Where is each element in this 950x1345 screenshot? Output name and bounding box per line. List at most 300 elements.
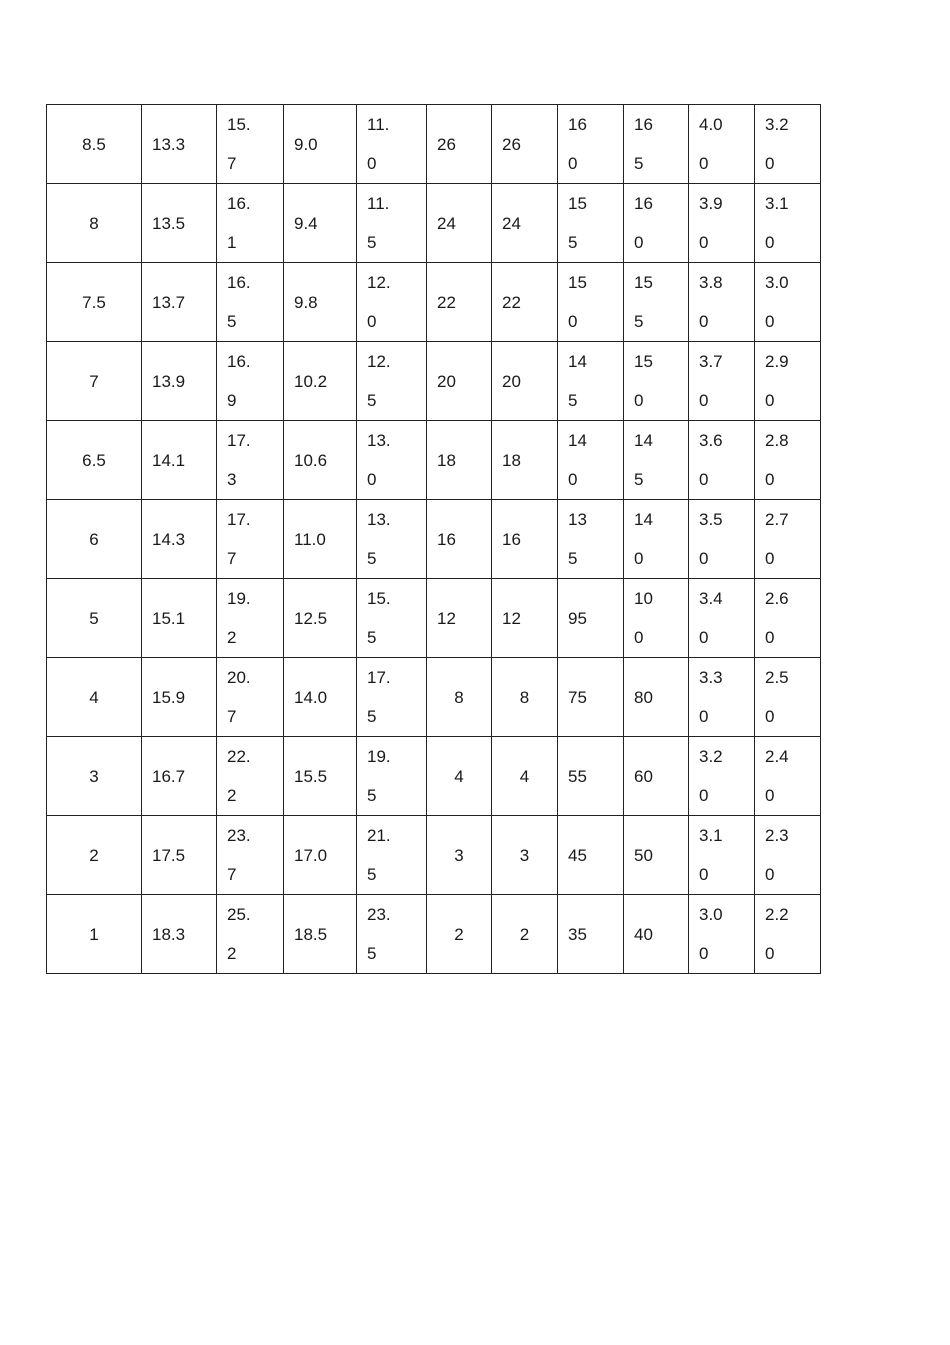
cell-line-top: 12.: [367, 352, 391, 371]
cell-line-bottom: 0: [699, 312, 709, 331]
cell-value: 14.3: [152, 529, 186, 549]
table-cell: [755, 342, 821, 421]
cell-line-top: 23.: [227, 826, 251, 845]
table-cell: [427, 658, 492, 737]
row-label-cell: [47, 184, 142, 263]
cell-line-bottom: 0: [699, 944, 709, 963]
cell-value: 75: [568, 687, 587, 707]
table-cell: [689, 895, 755, 974]
table-cell: [284, 658, 357, 737]
table-cell: [558, 500, 624, 579]
cell-line-bottom: 0: [699, 628, 709, 647]
cell-line-bottom: 0: [634, 549, 644, 568]
table-cell: [284, 105, 357, 184]
cell-line-top: 15: [634, 352, 653, 371]
table-cell: [492, 342, 558, 421]
cell-line-top: 11.: [367, 194, 390, 213]
cell-value: 18.3: [152, 924, 186, 944]
cell-line-top: 2.3: [765, 826, 789, 845]
table-cell: [558, 816, 624, 895]
cell-value: 24: [437, 213, 456, 233]
table-cell: [558, 895, 624, 974]
table-row: [47, 105, 821, 184]
cell-value: 17.0: [294, 845, 328, 865]
table-cell: [624, 658, 689, 737]
table-cell: [142, 421, 217, 500]
cell-line-top: 22.: [227, 747, 251, 766]
cell-line-bottom: 5: [568, 549, 578, 568]
cell-value: 15.5: [294, 766, 328, 786]
cell-line-bottom: 7: [227, 865, 237, 884]
cell-line-bottom: 0: [699, 707, 709, 726]
table-cell: [558, 658, 624, 737]
table-cell: [624, 342, 689, 421]
cell-line-bottom: 0: [634, 391, 644, 410]
table-cell: [142, 500, 217, 579]
table-cell: [755, 421, 821, 500]
cell-value: 8: [519, 687, 530, 707]
table-cell: [558, 737, 624, 816]
table-cell: [492, 737, 558, 816]
table-cell: [427, 500, 492, 579]
cell-value: 9.4: [294, 213, 318, 233]
cell-line-bottom: 0: [699, 154, 709, 173]
cell-value: 45: [568, 845, 587, 865]
table-cell: [624, 421, 689, 500]
cell-value: 4: [519, 766, 530, 786]
cell-value: 13.7: [152, 292, 186, 312]
table-cell: [492, 184, 558, 263]
cell-line-bottom: 5: [367, 786, 377, 805]
table-cell: [357, 342, 427, 421]
cell-line-bottom: 2: [227, 786, 237, 805]
cell-line-top: 16: [568, 115, 587, 134]
cell-value: 55: [568, 766, 587, 786]
cell-value: 2: [519, 924, 530, 944]
cell-value: 13.5: [152, 213, 186, 233]
cell-line-bottom: 5: [227, 312, 237, 331]
table-cell: [217, 263, 284, 342]
table-cell: [689, 658, 755, 737]
table-row: [47, 263, 821, 342]
cell-line-top: 17.: [227, 510, 251, 529]
row-label-cell: [47, 421, 142, 500]
table-cell: [217, 816, 284, 895]
cell-value: 16: [502, 529, 521, 549]
cell-value: 8.5: [82, 134, 106, 154]
table-row: [47, 421, 821, 500]
cell-line-top: 3.0: [765, 273, 789, 292]
table-cell: [427, 579, 492, 658]
cell-value: 16.7: [152, 766, 186, 786]
table-cell: [142, 184, 217, 263]
cell-line-bottom: 0: [367, 154, 377, 173]
table-cell: [142, 342, 217, 421]
table-cell: [624, 184, 689, 263]
cell-line-top: 13.: [367, 510, 391, 529]
cell-value: 17.5: [152, 845, 186, 865]
cell-line-bottom: 5: [367, 549, 377, 568]
cell-line-top: 15.: [367, 589, 391, 608]
table-cell: [427, 895, 492, 974]
table-cell: [142, 816, 217, 895]
table-cell: [217, 895, 284, 974]
cell-value: 40: [634, 924, 653, 944]
cell-value: 22: [502, 292, 521, 312]
cell-line-top: 3.5: [699, 510, 723, 529]
cell-line-top: 2.4: [765, 747, 789, 766]
cell-line-bottom: 0: [568, 312, 578, 331]
cell-line-top: 3.9: [699, 194, 723, 213]
cell-line-top: 20.: [227, 668, 251, 687]
table-cell: [217, 658, 284, 737]
row-label-cell: [47, 658, 142, 737]
cell-line-bottom: 0: [699, 865, 709, 884]
cell-line-bottom: 2: [227, 944, 237, 963]
table-cell: [427, 184, 492, 263]
table-cell: [689, 263, 755, 342]
table-cell: [142, 895, 217, 974]
cell-value: 60: [634, 766, 653, 786]
cell-line-bottom: 5: [367, 391, 377, 410]
cell-value: 6.5: [82, 450, 106, 470]
cell-line-bottom: 0: [699, 233, 709, 252]
table-cell: [624, 737, 689, 816]
cell-value: 3: [89, 766, 99, 786]
cell-value: 6: [89, 529, 99, 549]
cell-value: 2: [454, 924, 464, 944]
cell-value: 4: [89, 687, 99, 707]
cell-line-top: 13.: [367, 431, 391, 450]
cell-line-top: 15: [634, 273, 653, 292]
cell-line-bottom: 0: [765, 786, 775, 805]
table-cell: [142, 737, 217, 816]
table-cell: [284, 263, 357, 342]
cell-line-bottom: 5: [367, 865, 377, 884]
row-label-cell: [47, 895, 142, 974]
cell-line-top: 16: [634, 115, 653, 134]
cell-value: 18.5: [294, 924, 328, 944]
table-cell: [689, 500, 755, 579]
cell-line-top: 3.1: [699, 826, 723, 845]
table-cell: [624, 895, 689, 974]
cell-line-bottom: 5: [367, 628, 377, 647]
row-label-cell: [47, 342, 142, 421]
row-label-cell: [47, 737, 142, 816]
cell-line-bottom: 0: [699, 549, 709, 568]
table-cell: [558, 421, 624, 500]
cell-line-bottom: 0: [765, 549, 775, 568]
cell-line-top: 12.: [367, 273, 391, 292]
cell-value: 7: [89, 371, 99, 391]
table-cell: [755, 895, 821, 974]
table-cell: [142, 658, 217, 737]
table-cell: [492, 658, 558, 737]
table-cell: [689, 421, 755, 500]
cell-value: 35: [568, 924, 587, 944]
table-cell: [217, 342, 284, 421]
table-cell: [357, 184, 427, 263]
cell-value: 22: [437, 292, 456, 312]
cell-line-top: 14: [634, 431, 653, 450]
cell-value: 18: [437, 450, 456, 470]
table-cell: [755, 737, 821, 816]
cell-line-bottom: 0: [367, 470, 377, 489]
cell-value: 15.9: [152, 687, 186, 707]
cell-line-top: 2.5: [765, 668, 789, 687]
table-cell: [284, 737, 357, 816]
cell-line-bottom: 0: [765, 233, 775, 252]
cell-value: 2: [89, 845, 99, 865]
table-cell: [624, 105, 689, 184]
cell-line-top: 14: [568, 431, 587, 450]
cell-line-bottom: 0: [568, 154, 578, 173]
table-cell: [217, 579, 284, 658]
table-cell: [492, 421, 558, 500]
cell-line-top: 15: [568, 273, 587, 292]
cell-value: 11.0: [294, 529, 326, 549]
table-cell: [558, 342, 624, 421]
table-cell: [427, 816, 492, 895]
cell-line-bottom: 0: [568, 470, 578, 489]
table-cell: [217, 421, 284, 500]
table-cell: [284, 500, 357, 579]
cell-line-top: 19.: [227, 589, 251, 608]
cell-line-bottom: 7: [227, 154, 237, 173]
cell-line-top: 15.: [227, 115, 251, 134]
cell-value: 24: [502, 213, 521, 233]
table-cell: [357, 579, 427, 658]
table-row: [47, 895, 821, 974]
table-cell: [755, 816, 821, 895]
cell-line-top: 2.2: [765, 905, 789, 924]
cell-value: 12: [437, 608, 456, 628]
table-cell: [217, 737, 284, 816]
cell-line-top: 21.: [367, 826, 391, 845]
table-cell: [427, 342, 492, 421]
cell-value: 5: [89, 608, 99, 628]
table-cell: [492, 105, 558, 184]
cell-line-bottom: 5: [367, 233, 377, 252]
table-cell: [624, 579, 689, 658]
cell-value: 15.1: [152, 608, 186, 628]
cell-line-bottom: 0: [765, 312, 775, 331]
table-cell: [624, 500, 689, 579]
table-cell: [357, 737, 427, 816]
table-cell: [492, 263, 558, 342]
row-label-cell: [47, 263, 142, 342]
cell-line-top: 3.6: [699, 431, 723, 450]
table-cell: [284, 579, 357, 658]
cell-line-top: 3.2: [699, 747, 723, 766]
cell-line-top: 2.6: [765, 589, 789, 608]
cell-line-top: 23.: [367, 905, 391, 924]
cell-line-top: 3.8: [699, 273, 723, 292]
cell-value: 9.0: [294, 134, 318, 154]
table-row: [47, 500, 821, 579]
cell-line-top: 3.4: [699, 589, 723, 608]
cell-line-bottom: 0: [765, 391, 775, 410]
cell-line-bottom: 0: [765, 865, 775, 884]
table-cell: [492, 500, 558, 579]
cell-line-top: 3.3: [699, 668, 723, 687]
cell-line-bottom: 5: [634, 154, 644, 173]
cell-line-top: 3.1: [765, 194, 789, 213]
table-cell: [357, 895, 427, 974]
cell-line-top: 14: [568, 352, 587, 371]
table-cell: [217, 105, 284, 184]
cell-line-bottom: 0: [634, 233, 644, 252]
cell-line-top: 16: [634, 194, 653, 213]
table-row: [47, 184, 821, 263]
table-cell: [689, 184, 755, 263]
cell-value: 26: [437, 134, 456, 154]
table-cell: [492, 579, 558, 658]
table-cell: [142, 579, 217, 658]
cell-value: 80: [634, 687, 653, 707]
table-cell: [284, 342, 357, 421]
cell-value: 12.5: [294, 608, 328, 628]
table-cell: [427, 263, 492, 342]
cell-line-top: 13: [568, 510, 587, 529]
table-cell: [558, 105, 624, 184]
table-cell: [284, 184, 357, 263]
cell-line-bottom: 1: [227, 233, 237, 252]
table-cell: [357, 263, 427, 342]
table-cell: [689, 737, 755, 816]
table-cell: [558, 579, 624, 658]
table-cell: [689, 816, 755, 895]
table-cell: [427, 421, 492, 500]
cell-line-bottom: 9: [227, 391, 237, 410]
table-cell: [755, 184, 821, 263]
cell-line-bottom: 7: [227, 707, 237, 726]
cell-line-bottom: 5: [568, 233, 578, 252]
table-cell: [217, 500, 284, 579]
table-cell: [755, 263, 821, 342]
cell-value: 12: [502, 608, 521, 628]
table-cell: [357, 658, 427, 737]
cell-line-top: 16.: [227, 194, 251, 213]
table-cell: [284, 421, 357, 500]
cell-line-bottom: 5: [634, 470, 644, 489]
cell-value: 10.2: [294, 371, 328, 391]
cell-line-bottom: 2: [227, 628, 237, 647]
cell-value: 95: [568, 608, 587, 628]
cell-line-bottom: 5: [367, 944, 377, 963]
cell-line-top: 2.7: [765, 510, 789, 529]
cell-line-bottom: 5: [367, 707, 377, 726]
cell-line-top: 10: [634, 589, 653, 608]
cell-line-bottom: 0: [699, 470, 709, 489]
cell-line-bottom: 5: [634, 312, 644, 331]
cell-line-top: 15: [568, 194, 587, 213]
cell-value: 14.0: [294, 687, 328, 707]
cell-line-top: 16.: [227, 273, 251, 292]
table-cell: [755, 105, 821, 184]
table-cell: [624, 263, 689, 342]
table-cell: [689, 579, 755, 658]
cell-line-top: 14: [634, 510, 653, 529]
table-cell: [492, 895, 558, 974]
table-row: [47, 342, 821, 421]
table-cell: [492, 816, 558, 895]
table-row: [47, 658, 821, 737]
cell-line-top: 19.: [367, 747, 391, 766]
cell-value: 3: [454, 845, 464, 865]
cell-line-bottom: 0: [765, 944, 775, 963]
cell-value: 10.6: [294, 450, 328, 470]
cell-value: 13.9: [152, 371, 186, 391]
table-cell: [217, 184, 284, 263]
cell-line-bottom: 3: [227, 470, 237, 489]
table-cell: [689, 105, 755, 184]
cell-line-top: 11.: [367, 115, 390, 134]
cell-value: 20: [437, 371, 456, 391]
cell-line-top: 2.9: [765, 352, 789, 371]
cell-line-bottom: 0: [699, 786, 709, 805]
table-cell: [284, 816, 357, 895]
score-table: [46, 104, 821, 974]
cell-line-top: 16.: [227, 352, 251, 371]
row-label-cell: [47, 579, 142, 658]
cell-line-bottom: 0: [634, 628, 644, 647]
cell-line-bottom: 0: [699, 391, 709, 410]
table-cell: [142, 263, 217, 342]
cell-value: 1: [89, 924, 99, 944]
table-cell: [142, 105, 217, 184]
table-cell: [558, 263, 624, 342]
cell-value: 50: [634, 845, 653, 865]
table-cell: [357, 105, 427, 184]
table-cell: [755, 658, 821, 737]
cell-line-top: 3.0: [699, 905, 723, 924]
cell-value: 4: [454, 766, 464, 786]
cell-line-bottom: 0: [765, 628, 775, 647]
cell-line-top: 3.7: [699, 352, 723, 371]
table-row: [47, 816, 821, 895]
table-cell: [427, 105, 492, 184]
cell-line-bottom: 0: [765, 470, 775, 489]
table-cell: [755, 500, 821, 579]
cell-value: 8: [454, 687, 464, 707]
cell-value: 9.8: [294, 292, 318, 312]
cell-line-bottom: 0: [765, 154, 775, 173]
table-cell: [624, 816, 689, 895]
cell-value: 16: [437, 529, 456, 549]
table-cell: [357, 500, 427, 579]
table-cell: [558, 184, 624, 263]
cell-line-bottom: 5: [568, 391, 578, 410]
cell-value: 13.3: [152, 134, 186, 154]
table-cell: [357, 421, 427, 500]
cell-line-top: 25.: [227, 905, 251, 924]
cell-value: 26: [502, 134, 521, 154]
row-label-cell: [47, 105, 142, 184]
cell-value: 18: [502, 450, 521, 470]
table-cell: [427, 737, 492, 816]
table-row: [47, 579, 821, 658]
table-body: [47, 105, 821, 974]
table-cell: [755, 579, 821, 658]
table-cell: [689, 342, 755, 421]
cell-line-top: 17.: [227, 431, 251, 450]
table-cell: [357, 816, 427, 895]
cell-value: 14.1: [152, 450, 186, 470]
cell-line-top: 17.: [367, 668, 391, 687]
cell-value: 20: [502, 371, 521, 391]
cell-value: 7.5: [82, 292, 106, 312]
